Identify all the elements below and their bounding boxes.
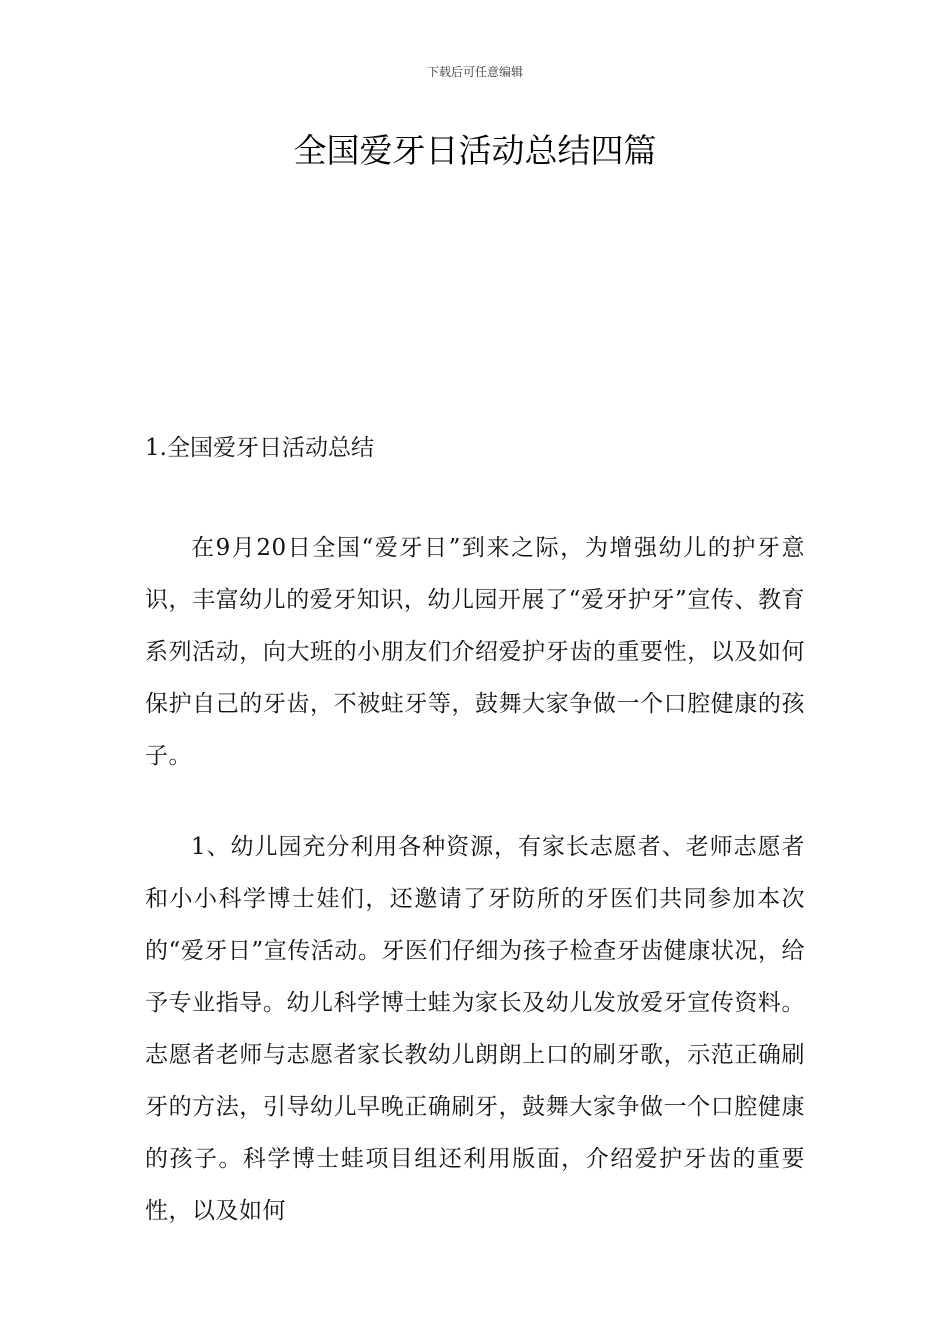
page-header-note: 下载后可任意编辑 [426,65,523,79]
section-heading: 1.全国爱牙日活动总结 [145,435,374,461]
document-title: 全国爱牙日活动总结四篇 [293,131,657,170]
body-paragraph-point-1: 1、幼儿园充分利用各种资源，有家长志愿者、老师志愿者和小小科学博士娃们，还邀请了牙防所的牙医们共同参加本次的“爱牙日”宣传活动。牙医们仔细为孩子检查牙齿健康状况，给予专业指导。幼儿科学博士蛙为家长及幼儿发放爱牙宣传资料。志愿者老师与志愿者家长教幼儿朗朗上口的刷牙歌，示范正确刷牙的方法，引导幼儿早晚正确刷牙，鼓舞大家争做一个口腔健康的孩子。科学博士蛙项目组还利用版面，介绍爱护牙齿的重要性，以及如何 [145,834,805,1224]
body-paragraph-intro: 在9月20日全国“爱牙日”到来之际，为增强幼儿的护牙意识，丰富幼儿的爱牙知识，幼儿园开展了“爱牙护牙”宣传、教育系列活动，向大班的小朋友们介绍爱护牙齿的重要性，以及如何保护自己的牙齿，不被蛀牙等，鼓舞大家争做一个口腔健康的孩子。 [145,535,805,769]
